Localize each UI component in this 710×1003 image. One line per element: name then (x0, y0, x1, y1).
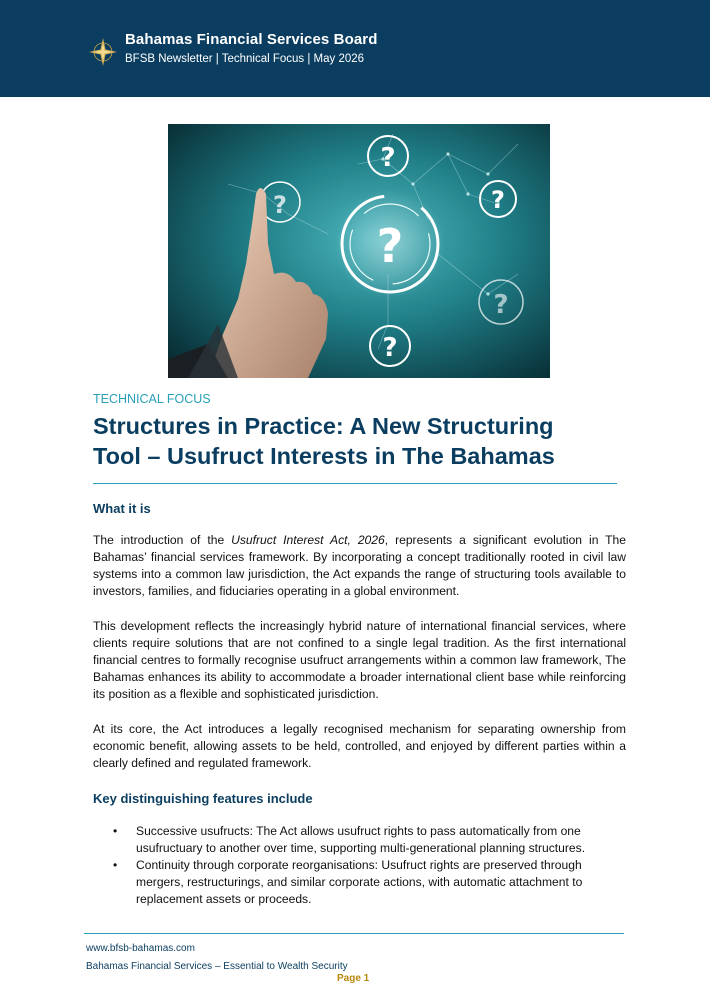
article-title (93, 411, 633, 471)
hero-image (168, 124, 550, 378)
gold-star-compass-icon (88, 37, 118, 67)
header-banner (0, 0, 710, 97)
paragraph-1: The introduction of the Usufruct Interest Act, 2026, represents a significant evolution in The Bahamas’ financial services framework. By incorporating a concept traditionally rooted in civil law systems into a common law jurisdiction, the Act expands the range of structuring tools available to investors, families, and fiduciaries operating in a global environment. (93, 533, 627, 599)
section-heading-key-features: Key distinguishing features include (93, 791, 313, 806)
hand-touching-question-mark-network-icon (168, 124, 550, 378)
footer-divider (84, 933, 624, 934)
list-item: • Successive usufructs: The Act allows usufruct rights to pass automatically from one usufructuary to another over time, supporting multi-generational planning structures. (113, 824, 586, 856)
paragraph-3: At its core, the Act introduces a legally recognised mechanism for separating ownership from economic benefit, allowing assets to be held, controlled, and enjoyed by different parties within a clearly defined and regulated framework. (93, 722, 626, 771)
newsletter-subline: BFSB Newsletter | Technical Focus | May 2026 (125, 53, 365, 65)
svg-text:?: ? (380, 143, 396, 173)
section-kicker: TECHNICAL FOCUS (93, 392, 211, 406)
bullet-icon: • (113, 858, 118, 873)
footer-tagline: Bahamas Financial Services – Essential to Wealth Security (86, 961, 348, 972)
svg-text:?: ? (491, 186, 505, 214)
page-number: Page 1 (337, 973, 370, 984)
section-heading-what-it-is: What it is (93, 501, 151, 516)
act-name: Usufruct Interest Act, 2026 (231, 533, 385, 547)
svg-text:?: ? (382, 333, 398, 363)
list-item: • Continuity through corporate reorganisations: Usufruct rights are preserved through mergers, restructurings, and similar corporate actions, with automatic attachment to replacement assets or proceeds. (113, 858, 583, 907)
title-divider (93, 483, 617, 484)
org-name: Bahamas Financial Services Board (125, 31, 378, 48)
features-list (113, 823, 626, 908)
bullet-icon: • (113, 824, 118, 838)
svg-text:?: ? (376, 219, 404, 273)
paragraph-2: This development reflects the increasingly hybrid nature of international financial services, where clients require solutions that are not confined to a single legal tradition. As the first international financial centres to formally recognise usufruct arrangements within a common law framework, The Bahamas enhances its ability to accommodate a broader international client base while reinforcing its position as a flexible and sophisticated jurisdiction. (93, 619, 626, 702)
svg-text:?: ? (493, 290, 509, 320)
svg-text:?: ? (273, 191, 287, 219)
footer-website-link[interactable]: www.bfsb-bahamas.com (86, 943, 195, 954)
title-line-1: Structures in Practice: A New Structuring (93, 413, 554, 439)
title-line-2: Tool – Usufruct Interests in The Bahamas (93, 443, 555, 469)
